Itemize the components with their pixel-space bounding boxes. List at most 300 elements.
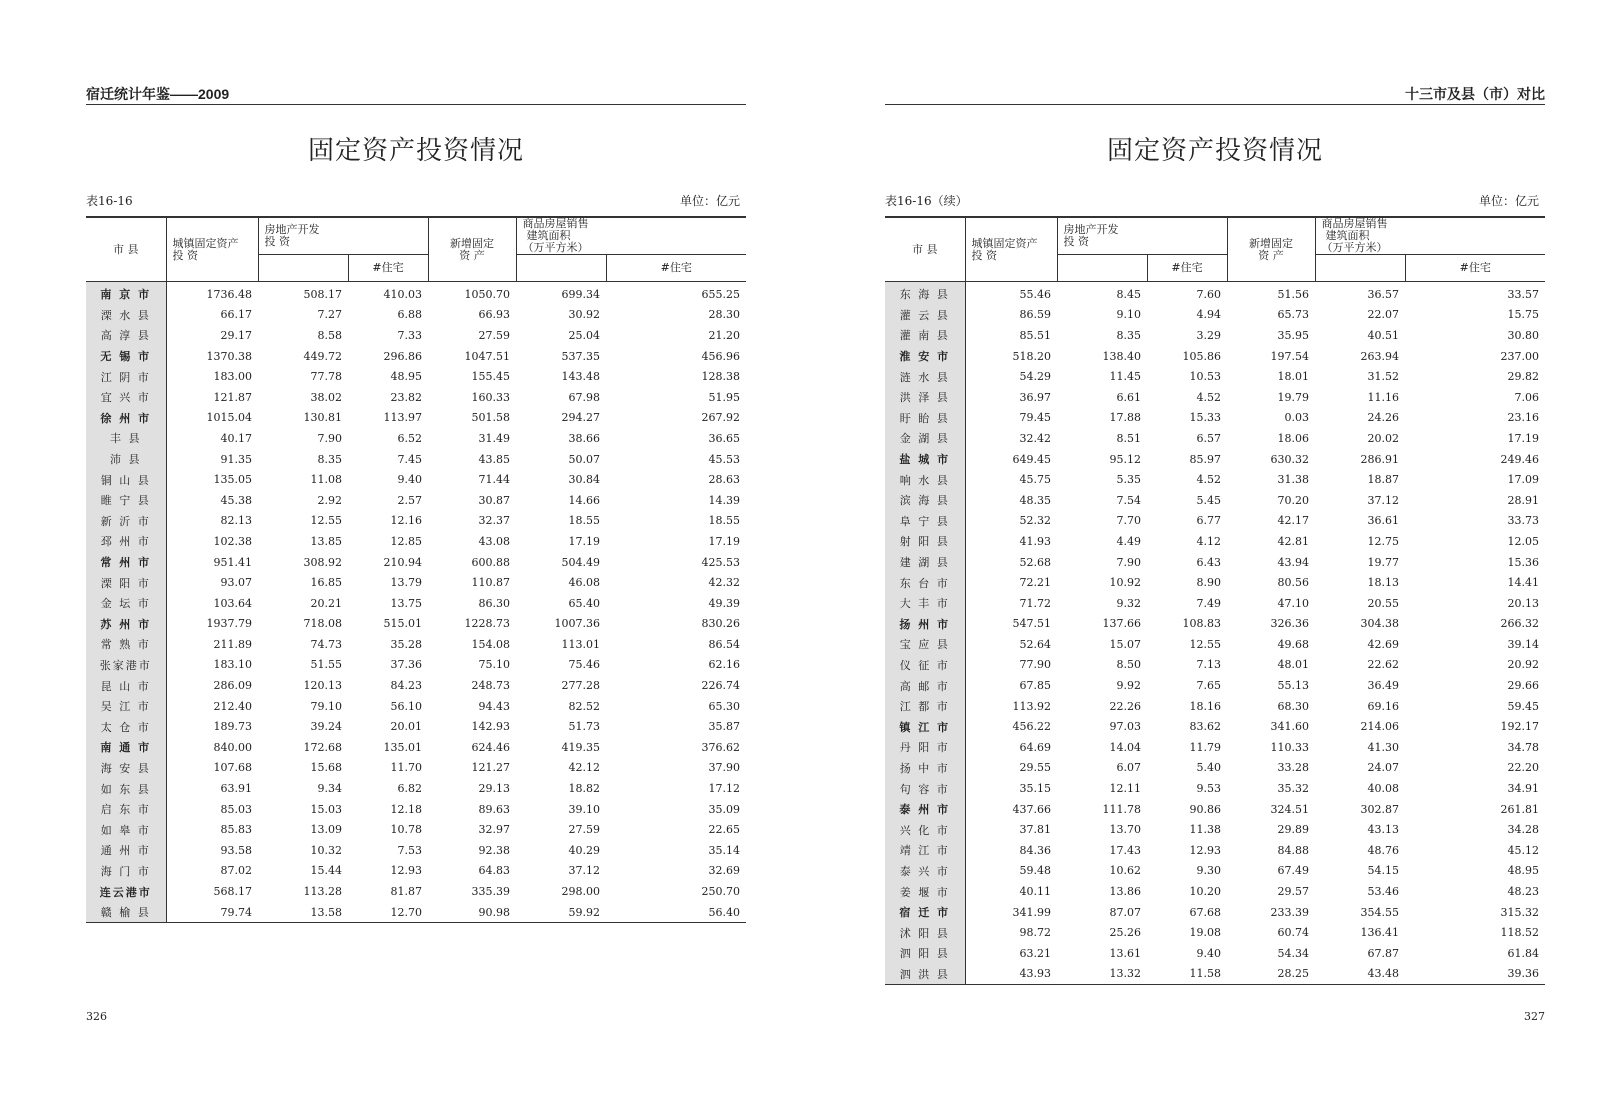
value-cell: 547.51 [1012,617,1051,631]
value-cell: 13.70 [1109,823,1141,837]
value-cell: 21.20 [708,328,740,342]
value-cell: 105.86 [1182,349,1221,363]
value-cell: 38.02 [310,390,342,404]
value-cell: 266.32 [1500,617,1539,631]
value-cell: 8.58 [317,328,342,342]
header-realestate-line2: 投 资 [264,235,290,248]
value-cell: 35.95 [1277,328,1309,342]
value-cell: 9.40 [1196,946,1221,960]
value-cell: 14.66 [568,493,600,507]
value-cell: 30.80 [1507,328,1539,342]
value-cell: 67.49 [1277,864,1309,878]
value-cell: 40.51 [1367,328,1399,342]
value-cell: 68.30 [1277,699,1309,713]
value-cell: 335.39 [471,885,510,899]
value-cell: 14.41 [1507,576,1539,590]
value-cell: 103.64 [213,596,252,610]
header-sales-area [1315,217,1545,255]
value-cell: 84.36 [1019,843,1051,857]
table-row [86,469,746,490]
value-cell: 37.81 [1019,823,1051,837]
region-name-cell: 宝 应 县 [885,634,965,655]
header-new-fixed-line1: 新增固定 [450,236,494,250]
value-cell: 52.64 [1019,637,1051,651]
value-cell: 7.90 [1116,555,1141,569]
value-cell: 80.56 [1277,576,1309,590]
region-name-cell: 高 淳 县 [86,325,166,346]
region-name-cell: 东 海 县 [885,282,965,305]
value-cell: 624.46 [471,740,510,754]
value-cell: 31.38 [1277,473,1309,487]
table-row [885,511,1545,532]
value-cell: 197.54 [1270,349,1309,363]
value-cell: 42.17 [1277,514,1309,528]
value-cell: 24.26 [1367,411,1399,425]
value-cell: 449.72 [303,349,342,363]
value-cell: 11.79 [1189,740,1221,754]
value-cell: 48.95 [1507,864,1539,878]
value-cell: 341.60 [1270,720,1309,734]
value-cell: 10.20 [1189,885,1221,899]
value-cell: 45.12 [1507,843,1539,857]
value-cell: 17.19 [708,534,740,548]
value-cell: 70.20 [1277,493,1309,507]
value-cell: 15.33 [1189,411,1221,425]
value-cell: 248.73 [471,679,510,693]
region-name-cell: 兴 化 市 [885,819,965,840]
value-cell: 29.82 [1507,370,1539,384]
value-cell: 189.73 [213,720,252,734]
header-city: 市 县 [86,217,166,282]
table-row [885,778,1545,799]
header-new-fixed [428,217,516,282]
value-cell: 17.19 [1507,431,1539,445]
table-row [86,366,746,387]
value-cell: 655.25 [701,287,740,301]
value-cell: 9.32 [1116,596,1141,610]
value-cell: 71.72 [1019,596,1051,610]
region-name-cell: 徐 州 市 [86,408,166,429]
region-name-cell: 高 邮 市 [885,675,965,696]
value-cell: 84.88 [1277,843,1309,857]
page-number: 326 [86,1010,107,1023]
value-cell: 77.78 [310,370,342,384]
region-name-cell: 常 熟 市 [86,634,166,655]
table-meta [885,192,1545,208]
value-cell: 53.46 [1367,885,1399,899]
region-name-cell: 金 坛 市 [86,593,166,614]
value-cell: 113.28 [303,885,342,899]
value-cell: 98.72 [1019,926,1051,940]
table-row [885,593,1545,614]
value-cell: 12.18 [390,802,422,816]
table-row [885,758,1545,779]
value-cell: 6.52 [397,431,422,445]
table-number: 表16-16（续） [885,194,968,208]
value-cell: 24.07 [1367,761,1399,775]
value-cell: 34.28 [1507,823,1539,837]
table-row [885,840,1545,861]
value-cell: 91.35 [220,452,252,466]
region-name-cell: 启 东 市 [86,799,166,820]
section-title: 十三市及县（市）对比 [1405,86,1545,102]
region-name-cell: 镇 江 市 [885,716,965,737]
value-cell: 4.52 [1196,390,1221,404]
value-cell: 63.21 [1019,946,1051,960]
value-cell: 86.30 [478,596,510,610]
value-cell: 649.45 [1012,452,1051,466]
value-cell: 25.04 [568,328,600,342]
value-cell: 22.65 [708,823,740,837]
value-cell: 4.52 [1196,473,1221,487]
value-cell: 154.08 [471,637,510,651]
header-urban-fixed-line2: 投 资 [172,248,198,262]
header-residential: #住宅 [348,255,428,282]
value-cell: 65.73 [1277,308,1309,322]
value-cell: 64.69 [1019,740,1051,754]
value-cell: 51.73 [568,720,600,734]
value-cell: 29.13 [478,782,510,796]
value-cell: 50.07 [568,452,600,466]
value-cell: 36.57 [1367,287,1399,301]
value-cell: 135.01 [383,740,422,754]
value-cell: 10.32 [310,843,342,857]
page-number: 327 [1524,1010,1545,1023]
table-row [885,346,1545,367]
value-cell: 143.48 [561,370,600,384]
value-cell: 8.90 [1196,576,1221,590]
value-cell: 65.40 [568,596,600,610]
value-cell: 35.28 [390,637,422,651]
value-cell: 31.52 [1367,370,1399,384]
header-new-fixed [1227,217,1315,282]
value-cell: 302.87 [1360,802,1399,816]
region-name-cell: 宜 兴 市 [86,387,166,408]
region-name-cell: 姜 堰 市 [885,881,965,902]
value-cell: 7.33 [397,328,422,342]
value-cell: 515.01 [383,617,422,631]
value-cell: 22.62 [1367,658,1399,672]
value-cell: 410.03 [383,287,422,301]
value-cell: 48.01 [1277,658,1309,672]
value-cell: 81.87 [390,885,422,899]
region-name-cell: 南 通 市 [86,737,166,758]
region-name-cell: 扬 州 市 [885,614,965,635]
value-cell: 6.82 [397,782,422,796]
value-cell: 4.12 [1196,534,1221,548]
region-name-cell: 张家港市 [86,655,166,676]
value-cell: 6.57 [1196,431,1221,445]
value-cell: 15.07 [1109,637,1141,651]
value-cell: 34.78 [1507,740,1539,754]
region-name-cell: 太 仓 市 [86,716,166,737]
value-cell: 9.40 [397,473,422,487]
value-cell: 6.61 [1116,390,1141,404]
value-cell: 59.45 [1507,699,1539,713]
value-cell: 121.87 [213,390,252,404]
value-cell: 69.16 [1367,699,1399,713]
table-row [885,552,1545,573]
table-row [86,778,746,799]
region-name-cell: 阜 宁 县 [885,511,965,532]
region-name-cell: 江 都 市 [885,696,965,717]
value-cell: 8.45 [1116,287,1141,301]
value-cell: 8.35 [1116,328,1141,342]
value-cell: 52.32 [1019,514,1051,528]
value-cell: 35.14 [708,843,740,857]
unit-label: 单位：亿元 [1478,194,1539,208]
value-cell: 82.13 [220,514,252,528]
region-name-cell: 泰 兴 市 [885,861,965,882]
region-name-cell: 东 台 市 [885,572,965,593]
left-page [86,0,746,1099]
value-cell: 12.93 [1189,843,1221,857]
value-cell: 92.38 [478,843,510,857]
value-cell: 79.74 [166,902,258,923]
value-cell: 308.92 [303,555,342,569]
table-row [885,408,1545,429]
value-cell: 49.39 [708,596,740,610]
value-cell: 45.75 [1019,473,1051,487]
header-sales-line1: 商品房屋销售 [522,217,589,230]
table-row [86,819,746,840]
value-cell: 17.43 [1109,843,1141,857]
value-cell: 113.01 [561,637,600,651]
value-cell: 39.36 [1405,964,1545,985]
value-cell: 12.55 [310,514,342,528]
value-cell: 14.04 [1109,740,1141,754]
value-cell: 7.45 [397,452,422,466]
table-row [86,552,746,573]
value-cell: 15.44 [310,864,342,878]
table-row [86,634,746,655]
value-cell: 437.66 [1012,802,1051,816]
value-cell: 20.13 [1507,596,1539,610]
table-row [885,325,1545,346]
value-cell: 296.86 [383,349,422,363]
value-cell: 18.13 [1367,576,1399,590]
value-cell: 20.21 [310,596,342,610]
value-cell: 9.92 [1116,679,1141,693]
value-cell: 27.59 [568,823,600,837]
value-cell: 85.03 [220,802,252,816]
value-cell: 63.91 [220,782,252,796]
value-cell: 568.17 [213,885,252,899]
value-cell: 51.55 [310,658,342,672]
region-name-cell: 沭 阳 县 [885,922,965,943]
value-cell: 39.24 [310,720,342,734]
value-cell: 5.45 [1196,493,1221,507]
region-name-cell: 如 皋 市 [86,819,166,840]
region-name-cell: 海 门 市 [86,861,166,882]
value-cell: 10.92 [1109,576,1141,590]
value-cell: 6.88 [397,308,422,322]
table-row [86,449,746,470]
table-meta [86,192,746,208]
value-cell: 56.10 [390,699,422,713]
table-row [885,861,1545,882]
table-row [86,675,746,696]
table-row [885,922,1545,943]
value-cell: 33.57 [1507,287,1539,301]
value-cell: 2.92 [317,493,342,507]
value-cell: 31.49 [478,431,510,445]
value-cell: 12.70 [348,902,428,923]
value-cell: 110.87 [471,576,510,590]
value-cell: 13.85 [310,534,342,548]
value-cell: 55.13 [1277,679,1309,693]
value-cell: 108.83 [1182,617,1221,631]
value-cell: 43.08 [478,534,510,548]
value-cell: 113.97 [383,411,422,425]
value-cell: 42.12 [568,761,600,775]
value-cell: 8.50 [1116,658,1141,672]
value-cell: 18.06 [1277,431,1309,445]
value-cell: 17.09 [1507,473,1539,487]
header-sales-line2: 建筑面积 [526,229,571,242]
value-cell: 20.02 [1367,431,1399,445]
value-cell: 135.05 [213,473,252,487]
table-row [885,614,1545,635]
value-cell: 28.25 [1227,964,1315,985]
value-cell: 2.57 [397,493,422,507]
region-name-cell: 邳 州 市 [86,531,166,552]
value-cell: 35.87 [708,720,740,734]
value-cell: 250.70 [701,885,740,899]
value-cell: 15.75 [1507,308,1539,322]
table-row [885,716,1545,737]
value-cell: 7.90 [317,431,342,445]
value-cell: 110.33 [1270,740,1309,754]
region-name-cell: 宿 迁 市 [885,902,965,923]
header-urban-fixed-line1: 城镇固定资产 [172,236,239,250]
value-cell: 19.77 [1367,555,1399,569]
value-cell: 37.12 [1367,493,1399,507]
region-name-cell: 大 丰 市 [885,593,965,614]
table-row [885,964,1545,985]
value-cell: 233.39 [1270,905,1309,919]
running-head [86,84,746,105]
value-cell: 128.38 [701,370,740,384]
value-cell: 30.92 [568,308,600,322]
region-name-cell: 新 沂 市 [86,511,166,532]
value-cell: 1007.36 [554,617,600,631]
table-row [885,943,1545,964]
value-cell: 298.00 [561,885,600,899]
value-cell: 43.94 [1277,555,1309,569]
value-cell: 7.54 [1116,493,1141,507]
value-cell: 94.43 [478,699,510,713]
value-cell: 75.10 [478,658,510,672]
value-cell: 113.92 [1012,699,1051,713]
value-cell: 77.90 [1019,658,1051,672]
table-row [885,655,1545,676]
header-urban-fixed [166,217,258,282]
header-sales-area [516,217,746,255]
table-row [885,819,1545,840]
header-residential-2: #住宅 [606,255,746,282]
value-cell: 4.49 [1116,534,1141,548]
value-cell: 130.81 [303,411,342,425]
region-name-cell: 通 州 市 [86,840,166,861]
value-cell: 12.75 [1367,534,1399,548]
header-realestate [258,217,428,255]
value-cell: 518.20 [1012,349,1051,363]
value-cell: 48.23 [1507,885,1539,899]
value-cell: 25.26 [1109,926,1141,940]
value-cell: 40.11 [1019,885,1051,899]
table-row [885,902,1545,923]
yearbook-title: 宿迁统计年鉴——2009 [86,86,230,102]
value-cell: 0.03 [1284,411,1309,425]
value-cell: 93.58 [220,843,252,857]
value-cell: 12.16 [390,514,422,528]
value-cell: 226.74 [701,679,740,693]
region-name-cell: 淮 安 市 [885,346,965,367]
value-cell: 12.55 [1189,637,1221,651]
table-row [885,696,1545,717]
value-cell: 13.09 [310,823,342,837]
value-cell: 19.79 [1277,390,1309,404]
table-row [885,428,1545,449]
value-cell: 7.06 [1514,390,1539,404]
table-row [86,387,746,408]
value-cell: 79.10 [310,699,342,713]
value-cell: 23.16 [1507,411,1539,425]
region-name-cell: 苏 州 市 [86,614,166,635]
value-cell: 18.55 [568,514,600,528]
value-cell: 326.36 [1270,617,1309,631]
page-title: 固定资产投资情况 [307,136,524,166]
value-cell: 32.69 [708,864,740,878]
value-cell: 46.08 [568,576,600,590]
table-row [86,305,746,326]
table-row [86,572,746,593]
header-new-fixed-line1: 新增固定 [1249,236,1293,250]
value-cell: 42.69 [1367,637,1399,651]
value-cell: 29.66 [1507,679,1539,693]
header-urban-fixed-line2: 投 资 [971,248,997,262]
region-name-cell: 铜 山 县 [86,469,166,490]
value-cell: 29.17 [220,328,252,342]
value-cell: 376.62 [701,740,740,754]
value-cell: 45.53 [708,452,740,466]
value-cell: 54.34 [1277,946,1309,960]
value-cell: 192.17 [1500,720,1539,734]
value-cell: 118.52 [1500,926,1539,940]
table-row [885,449,1545,470]
value-cell: 155.45 [471,370,510,384]
value-cell: 16.85 [310,576,342,590]
investment-table [86,216,746,923]
value-cell: 160.33 [471,390,510,404]
value-cell: 263.94 [1360,349,1399,363]
header-sales-line2: 建筑面积 [1325,229,1370,242]
region-name-cell: 盱 眙 县 [885,408,965,429]
value-cell: 87.02 [220,864,252,878]
value-cell: 17.88 [1109,411,1141,425]
table-row [86,531,746,552]
value-cell: 18.01 [1277,370,1309,384]
region-name-cell: 灌 云 县 [885,305,965,326]
table-row [86,696,746,717]
table-row [86,325,746,346]
value-cell: 120.13 [303,679,342,693]
value-cell: 249.46 [1500,452,1539,466]
region-name-cell: 溧 水 县 [86,305,166,326]
value-cell: 36.61 [1367,514,1399,528]
value-cell: 7.53 [397,843,422,857]
